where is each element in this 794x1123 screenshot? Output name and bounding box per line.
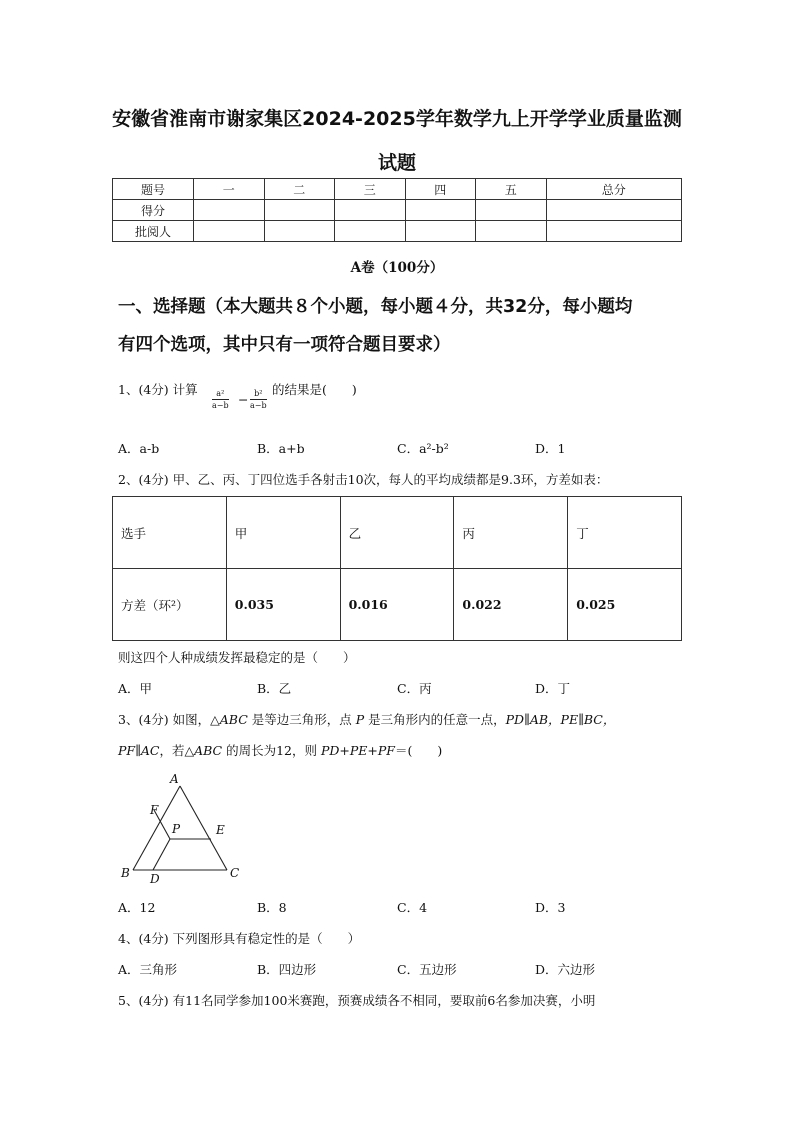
q3-t1f: PD∥AB，PE∥BC， xyxy=(505,712,616,727)
q4-option-d: D．六边形 xyxy=(535,962,596,977)
q3-t2f: ＝( ) xyxy=(394,743,443,758)
q3-t2d: 的周长为12，则 xyxy=(222,743,321,758)
variance-header-cell: 丙 xyxy=(454,497,568,569)
q3-t1c: 是等边三角形，点 xyxy=(247,712,356,727)
q3-t1e: 是三角形内的任意一点， xyxy=(364,712,506,727)
variance-value: 0.022 xyxy=(454,569,568,641)
segment-pd xyxy=(153,839,170,870)
q1-minus: − xyxy=(238,392,249,407)
variance-header-cell: 丁 xyxy=(568,497,682,569)
q1-fraction-1 xyxy=(212,388,229,411)
score-header-cell: 三 xyxy=(335,179,406,200)
q3-option-a: A．12 xyxy=(118,900,156,915)
score-cell xyxy=(405,200,476,221)
q3-option-d: D．3 xyxy=(535,900,566,915)
q3-line2 xyxy=(118,741,442,759)
variance-row-label: 方差（环²） xyxy=(113,569,227,641)
score-header-cell: 五 xyxy=(476,179,547,200)
variance-header-cell: 选手 xyxy=(113,497,227,569)
q1-frac2-numerator: b² xyxy=(250,388,267,400)
section-heading-line2: 有四个选项，其中只有一项符合题目要求） xyxy=(118,335,451,355)
q3-option-c: C．4 xyxy=(397,900,428,915)
label-c: C xyxy=(230,866,240,880)
q2-option-d: D．丁 xyxy=(535,681,571,696)
section-heading xyxy=(118,288,683,364)
score-header-cell: 总分 xyxy=(546,179,682,200)
q1-fraction-2 xyxy=(250,388,267,411)
q2-follow: 则这四个人种成绩发挥最稳定的是（ ） xyxy=(118,650,356,665)
variance-value: 0.035 xyxy=(226,569,340,641)
q4-text: 4、(4分) 下列图形具有稳定性的是（ ） xyxy=(118,931,361,946)
q1-option-a: A．a-b xyxy=(118,441,160,456)
label-e: E xyxy=(216,823,225,837)
volume-heading: A卷（100分） xyxy=(350,260,444,276)
score-cell xyxy=(546,200,682,221)
q3-t2c: ABC xyxy=(194,743,223,758)
q3-t1d: P xyxy=(355,712,365,727)
score-cell xyxy=(194,200,265,221)
document-title-line2: 试题 xyxy=(377,152,416,174)
triangle-figure xyxy=(118,770,248,885)
q3-option-b: B．8 xyxy=(257,900,287,915)
q2-option-c: C．丙 xyxy=(397,681,432,696)
score-table xyxy=(112,178,682,242)
score-row xyxy=(113,200,682,221)
label-d: D xyxy=(150,872,160,885)
score-row-label: 得分 xyxy=(113,200,194,221)
q1-frac2-denominator: a−b xyxy=(250,401,267,410)
score-cell xyxy=(194,221,265,242)
q1-option-d: D．1 xyxy=(535,441,566,456)
q2-text: 2、(4分) 甲、乙、丙、丁四位选手各射击10次，每人的平均成绩都是9.3环，方差如表： xyxy=(118,472,609,487)
label-f: F xyxy=(150,803,159,817)
q2-option-a: A．甲 xyxy=(118,681,153,696)
document-title: 安徽省淮南市谢家集区2024-2025学年数学九上开学学业质量监测 xyxy=(112,108,682,130)
q1-prefix: 1、(4分) 计算 xyxy=(118,382,198,397)
q5-text: 5、(4分) 有11名同学参加100米赛跑，预赛成绩各不相同，要取前6名参加决赛，小明 xyxy=(118,993,596,1008)
variance-value: 0.025 xyxy=(568,569,682,641)
score-header-cell: 四 xyxy=(405,179,476,200)
q3-t2e: PD+PE+PF xyxy=(320,743,395,758)
score-table-header xyxy=(113,179,682,200)
variance-table xyxy=(112,496,682,641)
score-header-cell: 二 xyxy=(264,179,335,200)
variance-header-cell: 乙 xyxy=(340,497,454,569)
section-heading-line1: 一、选择题（本大题共８个小题，每小题４分，共32分，每小题均 xyxy=(118,297,633,317)
score-row-label: 批阅人 xyxy=(113,221,194,242)
score-cell xyxy=(264,221,335,242)
score-header-cell: 题号 xyxy=(113,179,194,200)
score-cell xyxy=(405,221,476,242)
q4-option-a: A．三角形 xyxy=(118,962,178,977)
label-b: B xyxy=(121,866,130,880)
q1-option-b: B．a+b xyxy=(257,441,305,456)
q3-t1a: 3、(4分) 如图，△ xyxy=(118,712,220,727)
q1-option-c: C．a²-b² xyxy=(397,441,449,456)
label-a: A xyxy=(170,772,179,786)
score-row xyxy=(113,221,682,242)
label-p: P xyxy=(172,822,181,836)
q3-t2b: ，若△ xyxy=(159,743,195,758)
q3-t2a: PF∥AC xyxy=(118,743,160,758)
variance-value: 0.016 xyxy=(340,569,454,641)
q4-option-b: B．四边形 xyxy=(257,962,317,977)
q1-suffix: 的结果是( ) xyxy=(272,382,357,397)
score-cell xyxy=(476,200,547,221)
q3-line1 xyxy=(118,710,615,728)
q2-option-b: B．乙 xyxy=(257,681,292,696)
q3-t1b: ABC xyxy=(219,712,248,727)
score-cell xyxy=(546,221,682,242)
variance-header-cell: 甲 xyxy=(226,497,340,569)
score-header-cell: 一 xyxy=(194,179,265,200)
q1-frac1-numerator: a² xyxy=(212,388,229,400)
variance-table-row xyxy=(113,569,682,641)
score-cell xyxy=(335,200,406,221)
q1-frac1-denominator: a−b xyxy=(212,401,229,410)
score-cell xyxy=(264,200,335,221)
variance-table-header xyxy=(113,497,682,569)
score-cell xyxy=(335,221,406,242)
q4-option-c: C．五边形 xyxy=(397,962,457,977)
score-cell xyxy=(476,221,547,242)
